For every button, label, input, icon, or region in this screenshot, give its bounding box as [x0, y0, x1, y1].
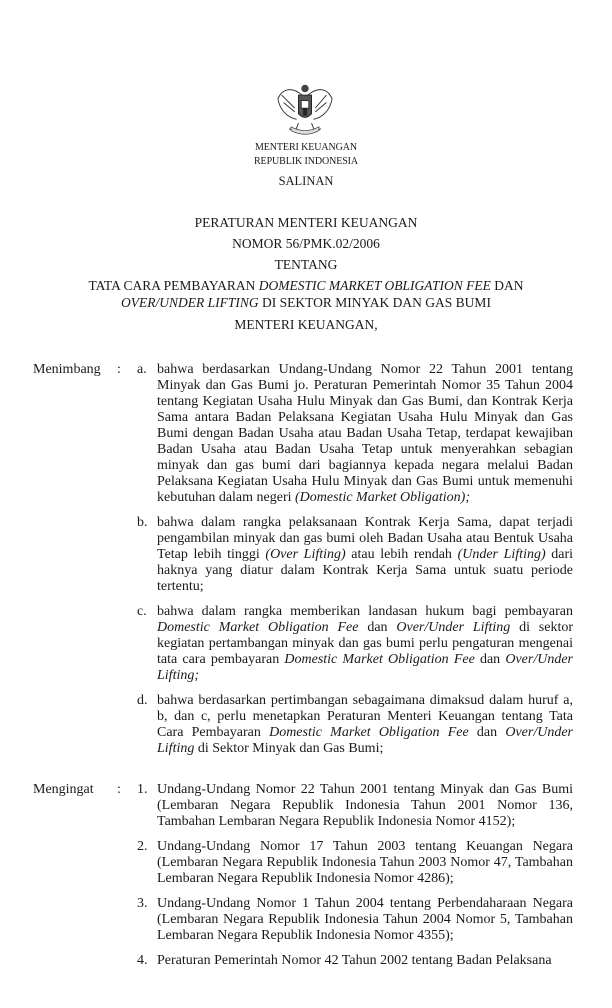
item-text [157, 953, 573, 969]
item-text [157, 896, 573, 944]
italic-term: (Under Lifting) [457, 547, 546, 562]
regulation-subject-line2 [0, 295, 612, 310]
section-label: Menimbang [33, 362, 101, 377]
list-item [137, 515, 573, 595]
text-run: di sektor kegiatan pertambangan minyak dan gas bumi perlu pengaturan mengenai tata cara pembayaran [157, 620, 574, 667]
text-run: bahwa dalam rangka memberikan landasan hukum bagi pembayaran [157, 604, 573, 619]
item-marker: c. [137, 604, 147, 619]
item-marker: a. [137, 362, 147, 377]
item-text [157, 515, 573, 595]
item-text [157, 839, 573, 887]
text-run: Undang-Undang Nomor 22 Tahun 2001 tentang Minyak dan Gas Bumi (Lembaran Negara Republik Indonesia Tahun 2001 Nomor 136, Tambahan Lembaran Negara Republik Indonesia Nomor 4152); [157, 782, 573, 829]
text-run: Peraturan Pemerintah Nomor 42 Tahun 2002 tentang Badan Pelaksana [157, 953, 552, 968]
text-run: dan [468, 725, 506, 740]
list-item [137, 362, 573, 506]
item-text [157, 604, 573, 684]
item-marker: b. [137, 515, 148, 530]
item-marker: 3. [137, 896, 148, 911]
section-colon: : [117, 362, 121, 377]
italic-term: (Over Lifting) [265, 547, 346, 562]
italic-term: Over/Under Lifting [396, 620, 511, 635]
list-item [137, 693, 573, 757]
text-run: di Sektor Minyak dan Gas Bumi; [194, 741, 384, 756]
item-text [157, 693, 573, 757]
italic-term: DOMESTIC MARKET OBLIGATION FEE [258, 278, 491, 293]
text-run: bahwa berdasarkan pertimbangan sebagaimana dimaksud dalam huruf a, b, dan c, perlu menetapkan Peraturan Menteri Keuangan tentang Tata Cara Pembayaran [157, 693, 573, 740]
regulation-number: NOMOR 56/PMK.02/2006 [232, 236, 380, 251]
item-marker: 2. [137, 839, 148, 854]
list-item [137, 953, 573, 969]
item-marker: 1. [137, 782, 148, 797]
italic-term: Domestic Market Obligation Fee [157, 620, 359, 635]
list-item [137, 782, 573, 830]
text-run: bahwa dalam rangka pelaksanaan Kontrak Kerja Sama, dapat terjadi pengambilan minyak dan gas bumi oleh Badan Usaha atau Bentuk Usaha Tetap lebih tinggi [157, 515, 573, 562]
text-run: dan [474, 652, 506, 667]
regulation-body [33, 362, 573, 994]
item-marker: 4. [137, 953, 148, 968]
section-colon: : [117, 782, 121, 797]
italic-term: (Domestic Market Obligation); [295, 490, 470, 505]
italic-term: Domestic Market Obligation Fee [269, 725, 469, 740]
list-item [137, 604, 573, 684]
italic-term: OVER/UNDER LIFTING [121, 295, 259, 310]
text-run: DI SEKTOR MINYAK DAN GAS BUMI [258, 295, 491, 310]
list-item [137, 896, 573, 944]
text-run: bahwa berdasarkan Undang-Undang Nomor 22 Tahun 2001 tentang Minyak dan Gas Bumi jo. Peraturan Pemerintah Nomor 35 Tahun 2004 tentang Kegiatan Usaha Hulu Minyak dan Gas Bumi, dan Kontrak Kerja Sama antara Badan Pelaksana Kegiatan Usaha Hulu Minyak dan Gas Bumi dengan Badan Usaha atau Badan Usaha Tetap, terdapat kewajiban Badan Usaha atau Badan Usaha Tetap untuk menyerahkan sebagian minyak dan gas bumi dari bagiannya kepada negara melalui Badan Pelaksana Kegiatan Usaha Hulu Minyak dan Gas Bumi untuk memenuhi kebutuhan dalam negeri [157, 362, 573, 505]
regulation-title: PERATURAN MENTERI KEUANGAN [194, 215, 418, 230]
item-text [157, 782, 573, 830]
italic-term: Over/Under Lifting; [157, 652, 573, 683]
salinan-stamp: SALINAN [278, 174, 334, 188]
menimbang-section [33, 362, 573, 766]
text-run: TATA CARA PEMBAYARAN [88, 278, 259, 293]
regulation-issuer: MENTERI KEUANGAN, [234, 317, 378, 332]
regulation-tentang: TENTANG [274, 257, 338, 272]
text-run: atau lebih rendah [345, 547, 458, 562]
item-marker: d. [137, 693, 148, 708]
text-run: dan [358, 620, 397, 635]
regulation-subject-line1 [0, 278, 612, 293]
section-label: Mengingat [33, 782, 94, 797]
text-run: Undang-Undang Nomor 1 Tahun 2004 tentang Perbendaharaan Negara (Lembaran Negara Republik Indonesia Tahun 2004 Nomor 5, Tambahan Lembaran Negara Republik Indonesia Nomor 4355); [157, 896, 573, 943]
letterhead-country: REPUBLIK INDONESIA [253, 156, 359, 167]
text-run: dari haknya yang diatur dalam Kontrak Kerja Sama untuk suatu periode tertentu; [157, 547, 574, 594]
list-item [137, 839, 573, 887]
text-run: DAN [490, 278, 524, 293]
mengingat-section [33, 782, 573, 978]
menimbang-items [137, 362, 573, 766]
italic-term: Domestic Market Obligation Fee [284, 652, 475, 667]
italic-term: Over/Under Lifting [157, 725, 574, 756]
letterhead-ministry: MENTERI KEUANGAN [255, 142, 357, 153]
mengingat-items [137, 782, 573, 978]
text-run: Undang-Undang Nomor 17 Tahun 2003 tentang Keuangan Negara (Lembaran Negara Republik Indonesia Tahun 2003 Nomor 47, Tambahan Lembaran Negara Republik Indonesia Nomor 4286); [157, 839, 573, 886]
item-text [157, 362, 573, 506]
garuda-emblem-icon [274, 82, 336, 138]
